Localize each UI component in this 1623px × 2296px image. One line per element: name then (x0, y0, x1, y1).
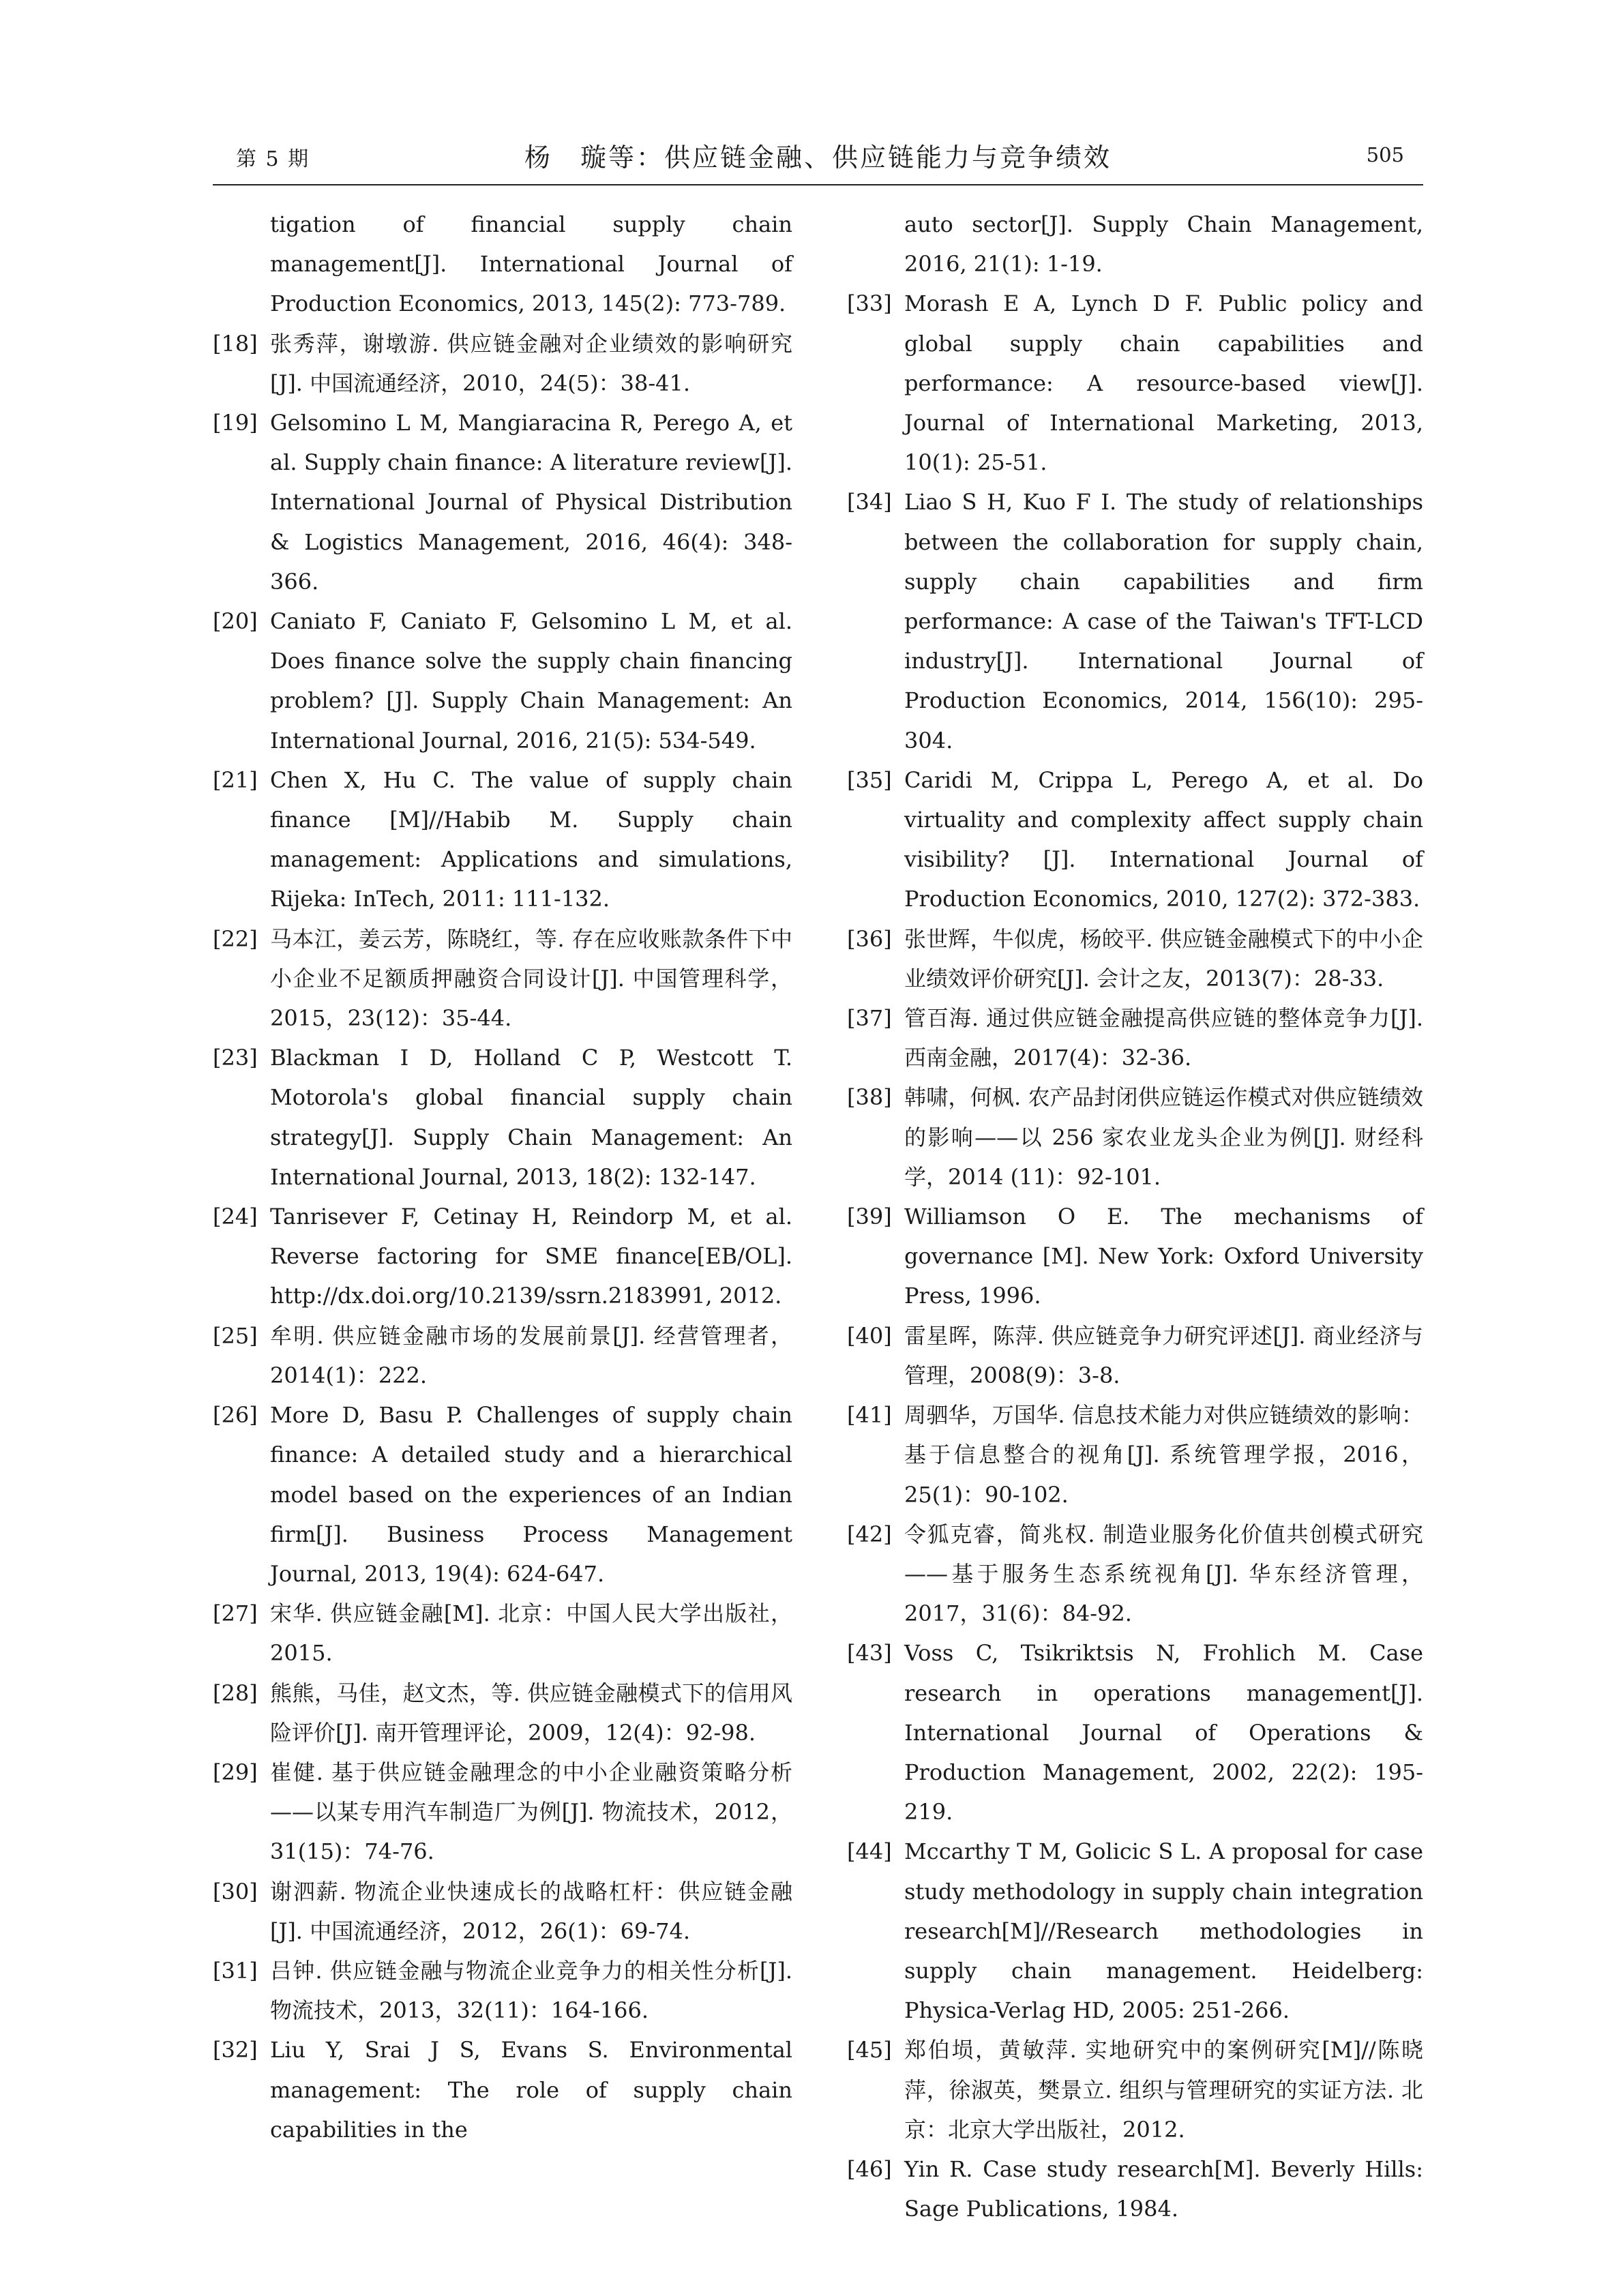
reference-number: [37] (847, 1005, 892, 1032)
reference-text: 张世辉，牛似虎，杨皎平. 供应链金融模式下的中小企业绩效评价研究[J]. 会计之友，2013(7)：28-33. (904, 925, 1423, 992)
reference-item (847, 1077, 1423, 1197)
reference-text: Caridi M, Crippa L, Perego A, et al. Do virtuality and complexity affect supply chain visibility? [J]. International Journal of Production Economics, 2010, 127(2): 372-383. (904, 766, 1423, 912)
reference-item (847, 919, 1423, 998)
reference-number: [29] (213, 1759, 258, 1785)
reference-number: [28] (213, 1680, 258, 1706)
reference-text: 谢泗薪. 物流企业快速成长的战略杠杆：供应链金融[J]. 中国流通经济，2012，26(1)：69-74. (270, 1878, 792, 1944)
reference-item (213, 760, 792, 919)
reference-number: [18] (213, 330, 258, 357)
reference-item (847, 482, 1423, 760)
reference-number: [30] (213, 1878, 258, 1905)
reference-text: 雷星晖，陈萍. 供应链竞争力研究评述[J]. 商业经济与管理，2008(9)：3-8. (904, 1322, 1423, 1388)
reference-number: [34] (847, 489, 892, 516)
reference-text: Liao S H, Kuo F I. The study of relationships between the collaboration for supply chain, supply chain capabilities and firm performance: A case of the Taiwan's TFT-LCD industry[J]. International Journal of Production Economics, 2014, 156(10): 295-304. (904, 489, 1423, 754)
references-right-column (847, 205, 1423, 2228)
reference-item (213, 1038, 792, 1197)
reference-text: 吕钟. 供应链金融与物流企业竞争力的相关性分析[J]. 物流技术，2013，32(11)：164-166. (270, 1957, 792, 2024)
reference-item (213, 324, 792, 403)
reference-number: [31] (213, 1957, 258, 1984)
reference-text: Morash E A, Lynch D F. Public policy and global supply chain capabilities and performance: A resource-based view[J]. Journal of International Marketing, 2013, 10(1): 25-51. (904, 290, 1423, 476)
reference-text: Blackman I D, Holland C P, Westcott T. Motorola's global financial supply chain strategy[J]. Supply Chain Management: An International Journal, 2013, 18(2): 132-147. (270, 1045, 792, 1190)
reference-text: Mccarthy T M, Golicic S L. A proposal for case study methodology in supply chain integration research[M]//Research methodologies in supply chain management. Heidelberg: Physica-Verlag HD, 2005: 251-266. (904, 1838, 1423, 2024)
reference-text: Tanrisever F, Cetinay H, Reindorp M, et al. Reverse factoring for SME finance[EB/OL]. http://dx.doi.org/10.2139/ssrn.2183991, 2012. (270, 1204, 792, 1309)
reference-item (213, 1753, 792, 1872)
reference-number: [38] (847, 1084, 892, 1111)
reference-continuation (847, 205, 1423, 284)
reference-item (847, 1515, 1423, 1634)
reference-text: tigation of financial supply chain management[J]. International Journal of Production Economics, 2013, 145(2): 773-789. (270, 211, 792, 317)
reference-number: [24] (213, 1204, 258, 1230)
reference-number: [21] (213, 766, 258, 793)
reference-text: Liu Y, Srai J S, Evans S. Environmental management: The role of supply chain capabilities in the (270, 2037, 792, 2143)
reference-number: [39] (847, 1204, 892, 1230)
reference-item (213, 1395, 792, 1594)
reference-number: [35] (847, 766, 892, 793)
issue-label: 第 5 期 (236, 147, 310, 171)
reference-text: 令狐克睿，简兆权. 制造业服务化价值共创模式研究——基于服务生态系统视角[J]. 华东经济管理，2017，31(6)：84-92. (904, 1521, 1423, 1627)
reference-text: 韩啸，何枫. 农产品封闭供应链运作模式对供应链绩效的影响——以 256 家农业龙头企业为例[J]. 财经科学，2014 (11)：92-101. (904, 1084, 1423, 1190)
reference-item (213, 1594, 792, 1673)
reference-text: 周驷华，万国华. 信息技术能力对供应链绩效的影响：基于信息整合的视角[J]. 系统管理学报，2016，25(1)：90-102. (904, 1402, 1423, 1508)
reference-text: auto sector[J]. Supply Chain Management, 2016, 21(1): 1-19. (904, 211, 1423, 278)
reference-text: 郑伯埙，黄敏萍. 实地研究中的案例研究[M]//陈晓萍，徐淑英，樊景立. 组织与管理研究的实证方法. 北京：北京大学出版社，2012. (904, 2037, 1423, 2143)
reference-item (847, 760, 1423, 919)
reference-item (847, 2149, 1423, 2228)
reference-text: Voss C, Tsikriktsis N, Frohlich M. Case research in operations management[J]. International Journal of Operations & Production Management, 2002, 22(2): 195-219. (904, 1640, 1423, 1825)
reference-text: Yin R. Case study research[M]. Beverly Hills: Sage Publications, 1984. (904, 2156, 1423, 2222)
reference-item (847, 1316, 1423, 1395)
reference-number: [43] (847, 1640, 892, 1667)
reference-number: [41] (847, 1402, 892, 1429)
reference-item (213, 2030, 792, 2149)
reference-text: 宋华. 供应链金融[M]. 北京：中国人民大学出版社，2015. (270, 1600, 792, 1667)
reference-text: Williamson O E. The mechanisms of governance [M]. New York: Oxford University Press, 1996. (904, 1204, 1423, 1309)
reference-item (847, 998, 1423, 1077)
references-left-column (213, 205, 792, 2149)
running-title: 杨 璇等：供应链金融、供应链能力与竞争绩效 (524, 143, 1112, 173)
page-number: 505 (1366, 143, 1404, 166)
reference-text: 熊熊，马佳，赵文杰，等. 供应链金融模式下的信用风险评价[J]. 南开管理评论，2009，12(4)：92-98. (270, 1680, 792, 1746)
reference-item (213, 1872, 792, 1951)
reference-item (213, 1316, 792, 1395)
reference-item (847, 284, 1423, 482)
reference-number: [23] (213, 1045, 258, 1071)
reference-item (213, 919, 792, 1039)
reference-text: Chen X, Hu C. The value of supply chain finance [M]//Habib M. Supply chain management: Applications and simulations, Rijeka: InTech, 2011: 111-132. (270, 766, 792, 912)
reference-text: 牟明. 供应链金融市场的发展前景[J]. 经营管理者，2014(1)：222. (270, 1322, 792, 1388)
reference-number: [26] (213, 1402, 258, 1429)
reference-number: [36] (847, 925, 892, 952)
reference-item (213, 601, 792, 760)
reference-text: Gelsomino L M, Mangiaracina R, Perego A, et al. Supply chain finance: A literature review[J]. International Journal of Physical Distribution & Logistics Management, 2016, 46(4): 348-366. (270, 410, 792, 595)
reference-text: 管百海. 通过供应链金融提高供应链的整体竞争力[J]. 西南金融，2017(4)：32-36. (904, 1005, 1423, 1071)
reference-number: [45] (847, 2037, 892, 2063)
reference-item (213, 403, 792, 601)
reference-item (847, 1633, 1423, 1832)
reference-continuation (213, 205, 792, 324)
reference-number: [22] (213, 925, 258, 952)
reference-item (847, 1832, 1423, 2030)
reference-number: [19] (213, 410, 258, 436)
reference-item (213, 1197, 792, 1316)
reference-item (847, 2030, 1423, 2149)
reference-number: [42] (847, 1521, 892, 1547)
reference-text: More D, Basu P. Challenges of supply chain finance: A detailed study and a hierarchical model based on the experiences of an Indian firm[J]. Business Process Management Journal, 2013, 19(4): 624-647. (270, 1402, 792, 1587)
reference-number: [32] (213, 2037, 258, 2063)
reference-text: 马本江，姜云芳，陈晓红，等. 存在应收账款条件下中小企业不足额质押融资合同设计[J]. 中国管理科学，2015，23(12)：35-44. (270, 925, 792, 1032)
reference-item (213, 1951, 792, 2030)
reference-number: [44] (847, 1838, 892, 1865)
reference-number: [27] (213, 1600, 258, 1627)
reference-item (847, 1197, 1423, 1316)
reference-item (213, 1673, 792, 1753)
reference-text: 张秀萍，谢墩游. 供应链金融对企业绩效的影响研究[J]. 中国流通经济，2010，24(5)：38-41. (270, 330, 792, 396)
reference-number: [40] (847, 1322, 892, 1349)
reference-number: [20] (213, 608, 258, 635)
reference-item (847, 1395, 1423, 1515)
reference-text: 崔健. 基于供应链金融理念的中小企业融资策略分析——以某专用汽车制造厂为例[J]. 物流技术，2012，31(15)：74-76. (270, 1759, 792, 1865)
reference-number: [46] (847, 2156, 892, 2182)
reference-text: Caniato F, Caniato F, Gelsomino L M, et al. Does finance solve the supply chain financing problem? [J]. Supply Chain Management: An International Journal, 2016, 21(5): 534-549. (270, 608, 792, 754)
reference-number: [25] (213, 1322, 258, 1349)
reference-number: [33] (847, 290, 892, 317)
running-header (213, 130, 1423, 185)
